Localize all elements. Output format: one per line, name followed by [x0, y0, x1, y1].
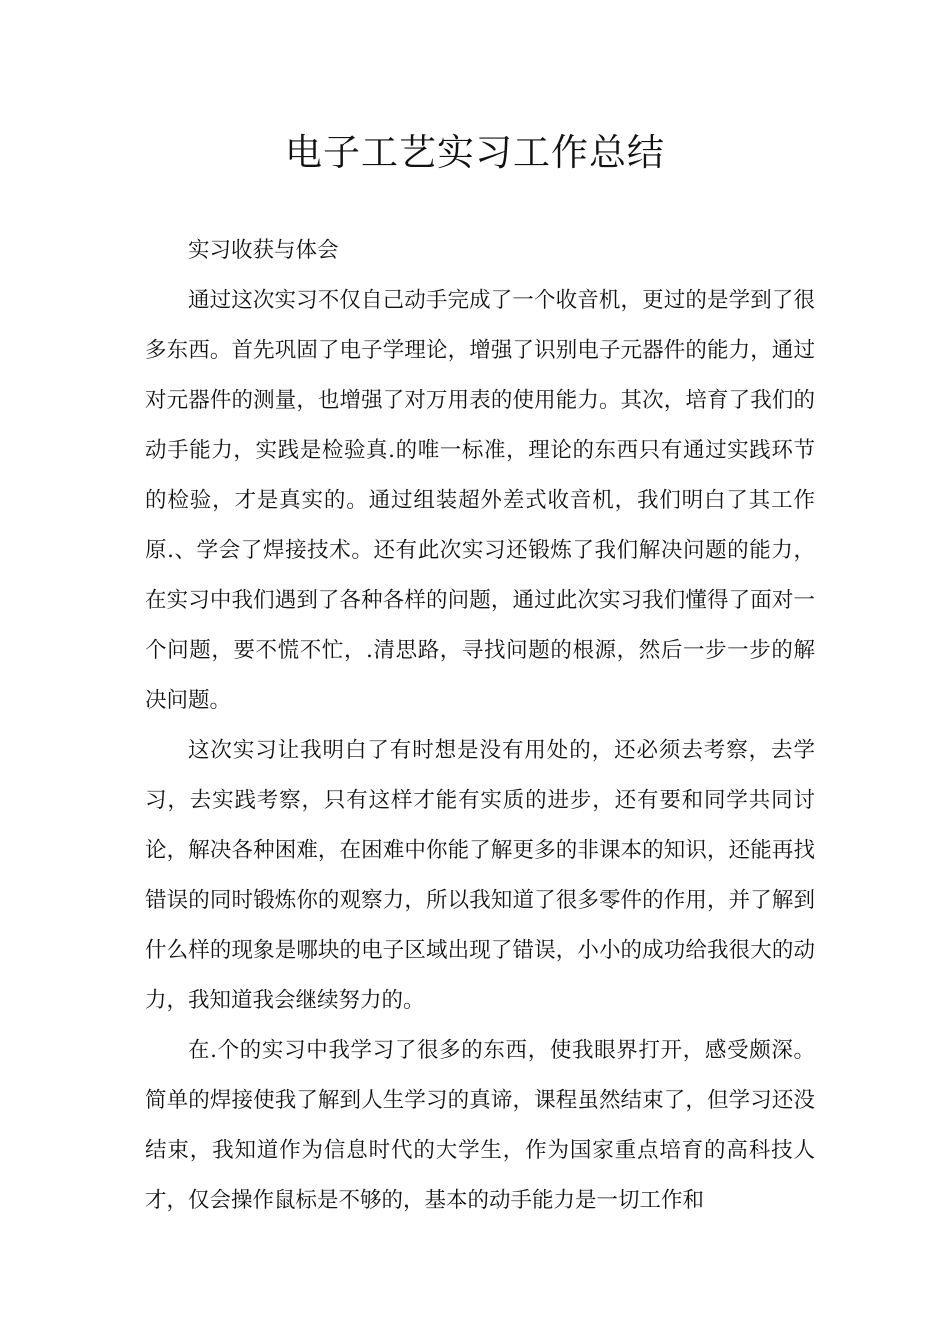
- paragraph-1: 通过这次实习不仅自己动手完成了一个收音机，更过的是学到了很多东西。首先巩固了电子学理论，增强了识别电子元器件的能力，通过对元器件的测量，也增强了对万用表的使用能力。其次，培育了我们的动手能力，实践是检验真.的唯一标准，理论的东西只有通过实践环节的检验，才是真实的。通过组装超外差式收音机，我们明白了其工作原.、学会了焊接技术。还有此次实习还锻炼了我们解决问题的能力，在实习中我们遇到了各种各样的问题，通过此次实习我们懂得了面对一个问题，要不慌不忙，.清思路，寻找问题的根源，然后一步一步的解决问题。: [145, 288, 815, 713]
- document-body: [145, 226, 815, 1226]
- paragraph-2: 这次实习让我明白了有时想是没有用处的，还必须去考察，去学习，去实践考察，只有这样才能有实质的进步，还有要和同学共同讨论，解决各种困难，在困难中你能了解更多的非课本的知识，还能再找错误的同时锻炼你的观察力，所以我知道了很多零件的作用，并了解到什么样的现象是哪块的电子区域出现了错误，小小的成功给我很大的动力，我知道我会继续努力的。: [145, 738, 815, 1013]
- subheading: 实习收获与体会: [188, 238, 339, 263]
- document-title: 电子工艺实习工作总结: [285, 131, 665, 174]
- paragraph-3: 在.个的实习中我学习了很多的东西，使我眼界打开，感受颇深。简单的焊接使我了解到人生学习的真谛，课程虽然结束了，但学习还没结束，我知道作为信息时代的大学生，作为国家重点培育的高科技人才，仅会操作鼠标是不够的，基本的动手能力是一切工作和: [145, 1038, 815, 1213]
